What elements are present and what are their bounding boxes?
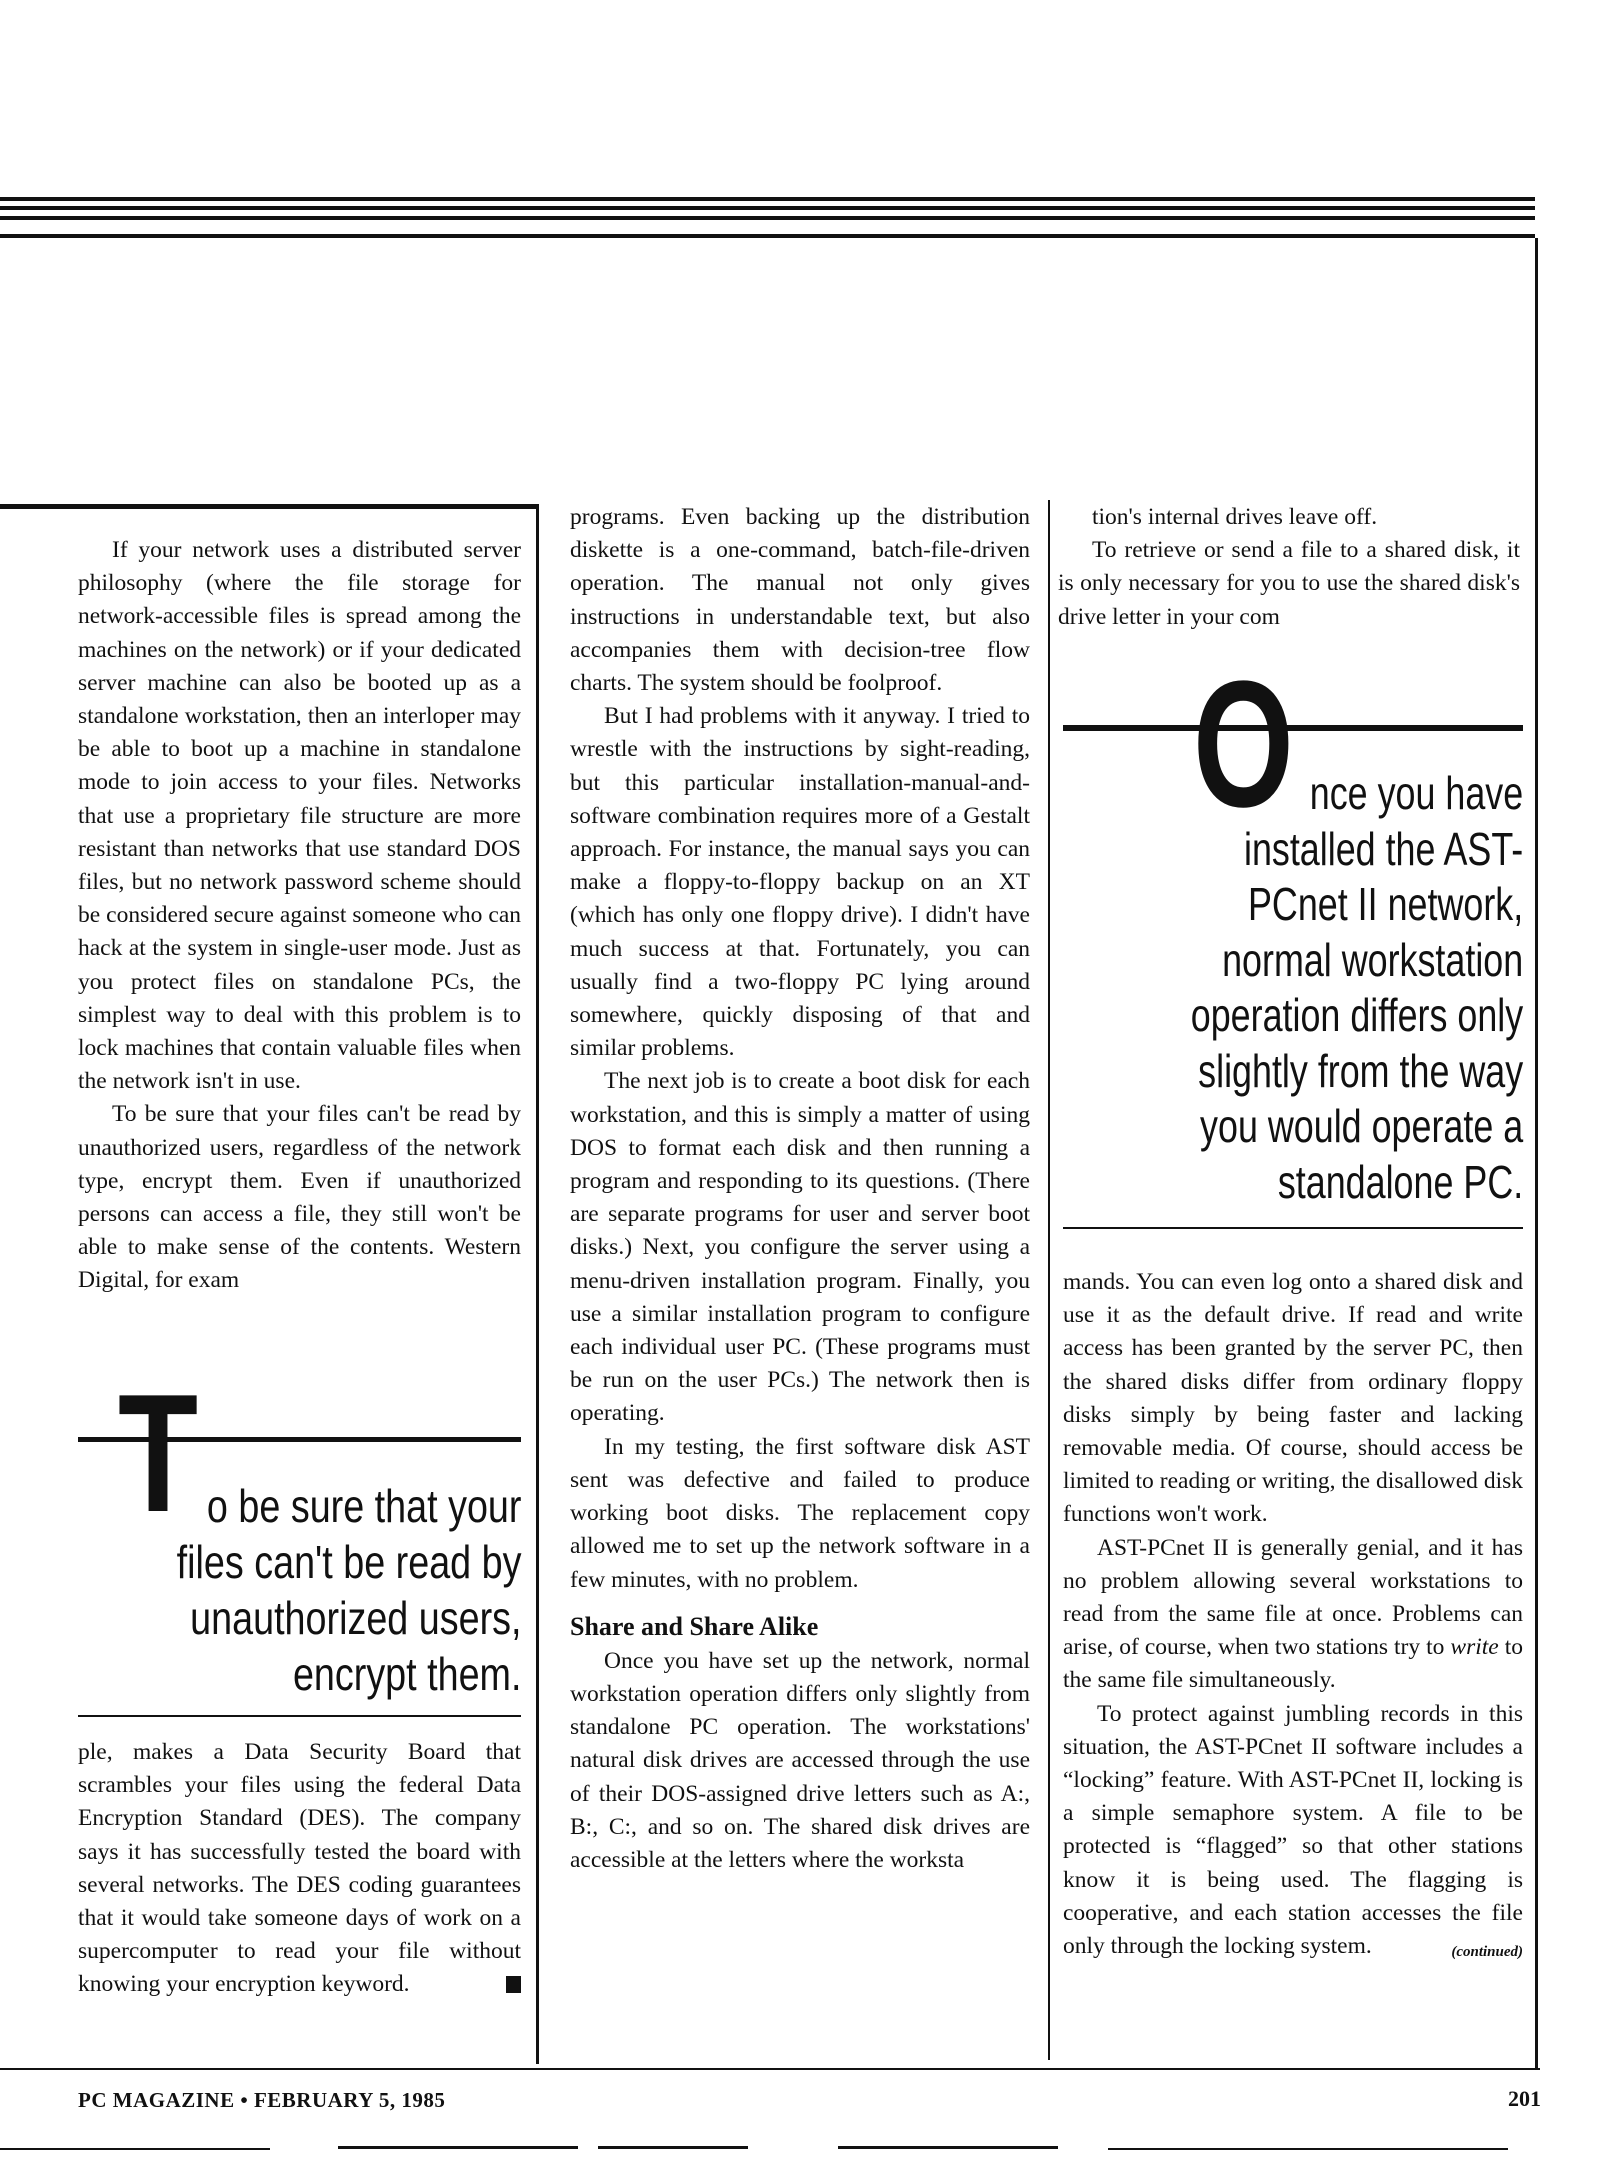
column3-paragraph — [1063, 1698, 1523, 1964]
pullquote1-bottom-rule — [78, 1715, 521, 1717]
pullquote2-line: you would operate a — [1199, 1100, 1523, 1152]
frame-right-border — [1535, 238, 1538, 2068]
column3-paragraph-text: To protect against jumbling records in this situation, the AST-PCnet II software includes a “locking” feature. With AST-PCnet II, locking is a simple semaphore system. A file to be protected is “flagged” so that other stations know it is being used. The flagging is cooperative, and each station accesses the file only through the locking system. — [1063, 1700, 1523, 1960]
pullquote2-line: nce you have — [1309, 767, 1523, 819]
column3-paragraph: mands. You can even log onto a shared disk and use it as the default drive. If read and write access has been granted by the server PC, then the shared disks differ from ordinary floppy disks simply by being faster and lacking removable media. Of course, should access be limited to reading or writing, the disallowed disk functions won't work. — [1063, 1269, 1523, 1528]
end-mark-icon — [506, 1976, 521, 1993]
column1-paragraph — [78, 1736, 521, 2002]
column2 — [570, 501, 1030, 1877]
header-rule-1 — [0, 197, 1535, 201]
pullquote2-line: operation differs only — [1190, 989, 1523, 1041]
pullquote2-initial: O — [1193, 644, 1294, 845]
pullquote2-line: normal workstation — [1221, 933, 1523, 986]
column1-paragraph: If your network uses a distributed server philosophy (where the file storage for network-accessible files is spread among the machines on the network) or if your dedicated server machine can also be booted up as a standalone workstation, then an interloper may be able to boot up a machine in standalone mode to join access to your files. Networks that use a proprietary file structure are more resistant than networks that use standard DOS files, but no network password scheme should be considered secure against someone who can hack at the system in single-user mode. Just as you protect files on standalone PCs, the simplest way to deal with this problem is to lock machines that contain valuable files when the network isn't in use. — [78, 537, 521, 1095]
footer-rule — [0, 2068, 1540, 2070]
column1-top-border — [0, 504, 538, 509]
bottom-mark — [1108, 2148, 1508, 2150]
column3-paragraph: To retrieve or send a file to a shared disk, it is only necessary for you to use the shared disk's drive letter in your com — [1058, 537, 1520, 630]
pullquote2-line: standalone PC. — [1277, 1155, 1523, 1208]
emphasis-write: write — [1450, 1634, 1499, 1661]
pullquote2-line: PCnet II network, — [1247, 878, 1523, 930]
column1-continued — [78, 1736, 521, 2002]
bottom-mark — [838, 2146, 1058, 2149]
column1-right-border — [536, 504, 539, 2064]
pullquote2-bottom-rule — [1063, 1227, 1523, 1229]
column-divider-2 — [1048, 500, 1050, 2060]
column1-paragraph-text: ple, makes a Data Security Board that scrambles your files using the federal Data Encryption Standard (DES). The company says it has successfully tested the board with several networks. The DES coding guarantees that it would take someone days of work on a supercomputer to read your file without knowing your encryption keyword. — [78, 1739, 521, 1998]
column3-paragraph: tion's internal drives leave off. — [1092, 504, 1378, 530]
pullquote1-text — [101, 1478, 521, 1702]
issue-date: FEBRUARY 5, 1985 — [253, 2088, 446, 2112]
column2-paragraph: But I had problems with it anyway. I tried to wrestle with the instructions by sight-reading, but this particular installation-manual-and-software combination requires more of a Gestalt approach. For instance, the manual says you can make a floppy-to-floppy backup on an XT (which has only one floppy drive). I didn't have much success at that. Fortunately, you can usually find a two-floppy PC lying around somewhere, quickly disposing of that and similar problems. — [570, 703, 1030, 1062]
pullquote2-line: installed the AST- — [1243, 822, 1523, 875]
bottom-mark — [0, 2148, 270, 2150]
column2-paragraph: In my testing, the first software disk AST sent was defective and failed to produce working boot disks. The replacement copy allowed me to set up the network software in a few minutes, with no problem. — [570, 1433, 1030, 1593]
column1-paragraph: To be sure that your files can't be read by unauthorized users, regardless of the network type, encrypt them. Even if unauthorized persons can access a file, they still won't be able to make sense of the contents. Western Digital, for exam — [78, 1101, 521, 1294]
bottom-mark — [598, 2146, 748, 2149]
column2-paragraph: Once you have set up the network, normal workstation operation differs only slightly from standalone PC operation. The workstations' natural disk drives are accessed through the use of their DOS-assigned drive letters such as A:, B:, C:, and so on. The shared disk drives are accessible at the letters where the worksta — [570, 1647, 1030, 1873]
column2-paragraph: programs. Even backing up the distribution diskette is a one-command, batch-file-driven operation. The manual not only gives instructions in understandable text, but also accompanies them with decision-tree flow charts. The system should be foolproof. — [570, 504, 1030, 697]
footer-credit — [78, 2088, 445, 2113]
column3-continued — [1063, 1266, 1523, 1969]
pullquote1-initial: T — [118, 1359, 199, 1547]
section-heading: Share and Share Alike — [570, 1611, 819, 1641]
header-rule-2 — [0, 206, 1535, 210]
header-rule-4 — [0, 234, 1535, 238]
pullquote1 — [78, 1359, 521, 1708]
column1 — [78, 534, 521, 1298]
pullquote2-line: slightly from the way — [1197, 1044, 1523, 1097]
pullquote1-line: encrypt them. — [292, 1648, 521, 1700]
header-rule-3 — [0, 216, 1535, 220]
column3-paragraph-text: AST-PCnet II is generally genial, and it has no problem allowing several workstations to read from the same file at once. Problems can arise, of course, when two stations try to — [1063, 1534, 1523, 1661]
pullquote2-text — [1097, 766, 1523, 1210]
pullquote1-line: unauthorized users, — [189, 1592, 521, 1644]
pullquote2 — [1063, 644, 1523, 1230]
column3 — [1058, 501, 1520, 634]
footer-bullet: • — [240, 2088, 249, 2112]
column3-paragraph-text: to the same file simultaneously. — [1063, 1634, 1523, 1694]
pullquote1-line: files can't be read by — [176, 1536, 521, 1588]
column2-paragraph: The next job is to create a boot disk for each workstation, and this is simply a matter of using DOS to format each disk and then running a program and responding to its questions. (There are separate programs for user and server boot disks.) Next, you configure the server using a menu-driven installation program. Finally, you use a similar installation program to configure each individual user PC. (These programs must be run on the user PCs.) The network then is operating. — [570, 1068, 1030, 1427]
page-number: 201 — [1508, 2086, 1541, 2111]
pullquote1-line: o be sure that your — [206, 1480, 521, 1532]
continued-label: (continued) — [1451, 1944, 1523, 1961]
magazine-name: PC MAGAZINE — [78, 2088, 235, 2112]
column3-paragraph — [1063, 1532, 1523, 1698]
bottom-mark — [338, 2146, 578, 2149]
